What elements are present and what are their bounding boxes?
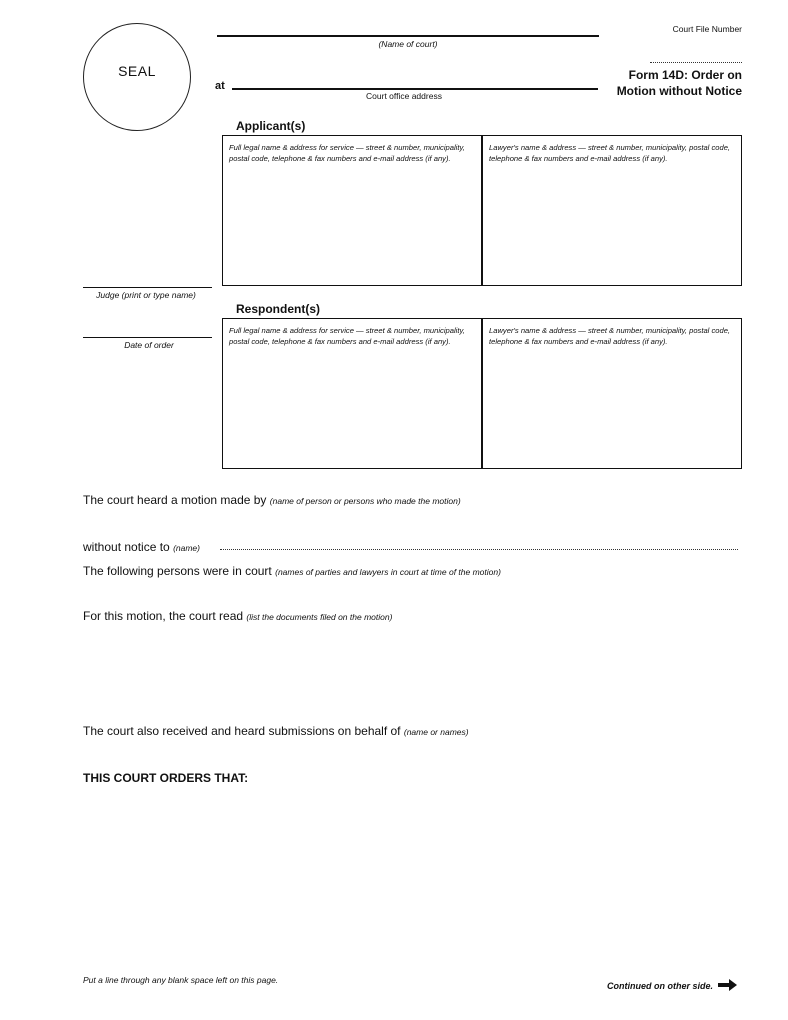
name-of-court-field[interactable] bbox=[217, 35, 599, 37]
applicants-divider bbox=[481, 136, 483, 285]
date-of-order-caption: Date of order bbox=[124, 340, 174, 350]
name-of-court-caption: (Name of court) bbox=[378, 39, 438, 49]
submissions-label: The court also received and heard submissions on behalf of bbox=[83, 724, 401, 738]
submissions-line bbox=[83, 724, 743, 738]
respondent-party-instruction: Full legal name & address for service — street & number, municipality, postal code, telephone & fax numbers and e-mail address (if any). bbox=[229, 326, 465, 346]
arrow-right-icon bbox=[718, 978, 738, 992]
respondent-party-field[interactable] bbox=[225, 367, 477, 465]
motion-made-by-label: The court heard a motion made by bbox=[83, 493, 267, 507]
motion-made-by-field[interactable] bbox=[83, 510, 742, 536]
applicant-party-field[interactable] bbox=[225, 184, 477, 282]
court-office-address-field[interactable] bbox=[232, 88, 598, 90]
court-file-number-label: Court File Number bbox=[672, 24, 742, 34]
court-file-number-field[interactable] bbox=[650, 62, 742, 63]
court-read-field[interactable] bbox=[83, 626, 742, 722]
seal-label: SEAL bbox=[118, 63, 156, 79]
blank-space-note: Put a line through any blank space left on this page. bbox=[83, 975, 279, 985]
court-read-hint: (list the documents filed on the motion) bbox=[246, 612, 393, 622]
submissions-field[interactable] bbox=[83, 740, 742, 768]
applicant-party-instruction: Full legal name & address for service — street & number, municipality, postal code, telephone & fax numbers and e-mail address (if any). bbox=[229, 143, 465, 163]
judge-name-field[interactable] bbox=[83, 287, 212, 288]
court-read-line bbox=[83, 609, 743, 623]
applicants-box bbox=[222, 135, 742, 286]
applicants-heading: Applicant(s) bbox=[236, 119, 306, 133]
persons-in-court-label: The following persons were in court bbox=[83, 564, 272, 578]
continued-label: Continued on other side. bbox=[607, 981, 713, 991]
persons-in-court-field[interactable] bbox=[83, 580, 742, 608]
without-notice-label: without notice to bbox=[83, 540, 170, 554]
persons-in-court-hint: (names of parties and lawyers in court at time of the motion) bbox=[275, 567, 501, 577]
submissions-hint: (name or names) bbox=[403, 727, 469, 737]
without-notice-hint: (name) bbox=[173, 543, 200, 553]
at-label: at bbox=[215, 80, 225, 92]
form-title-line2: Motion without Notice bbox=[616, 84, 742, 98]
motion-made-by-hint: (name of person or persons who made the motion) bbox=[269, 496, 461, 506]
applicant-lawyer-instruction: Lawyer's name & address — street & number, municipality, postal code, telephone & fax numbers and e-mail address (if any). bbox=[489, 143, 731, 163]
respondents-heading: Respondent(s) bbox=[236, 302, 320, 316]
respondent-lawyer-field[interactable] bbox=[485, 367, 737, 465]
without-notice-line bbox=[83, 540, 200, 554]
date-of-order-field[interactable] bbox=[83, 337, 212, 338]
respondent-lawyer-instruction: Lawyer's name & address — street & number, municipality, postal code, telephone & fax numbers and e-mail address (if any). bbox=[489, 326, 731, 346]
applicant-lawyer-field[interactable] bbox=[485, 184, 737, 282]
orders-heading: THIS COURT ORDERS THAT: bbox=[83, 771, 249, 785]
without-notice-field[interactable] bbox=[220, 549, 738, 550]
persons-in-court-line bbox=[83, 564, 743, 578]
motion-made-by-line bbox=[83, 493, 743, 507]
orders-field[interactable] bbox=[83, 790, 742, 965]
form-title-line1: Form 14D: Order on bbox=[628, 68, 742, 82]
respondents-divider bbox=[481, 319, 483, 468]
court-read-label: For this motion, the court read bbox=[83, 609, 244, 623]
judge-caption: Judge (print or type name) bbox=[96, 290, 196, 300]
court-office-address-caption: Court office address bbox=[366, 91, 442, 101]
respondents-box bbox=[222, 318, 742, 469]
